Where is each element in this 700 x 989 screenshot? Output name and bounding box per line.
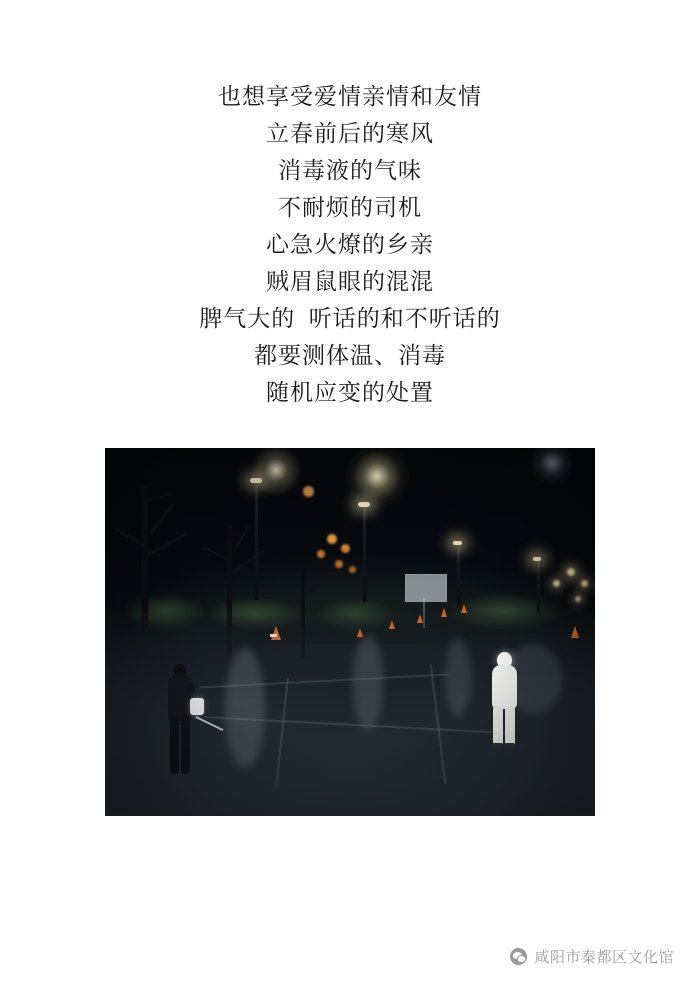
poem-line: 立春前后的寒风 bbox=[266, 121, 434, 146]
traffic-cone bbox=[417, 614, 423, 623]
poem-line: 都要测体温、消毒 bbox=[254, 343, 446, 368]
lit-tree-bokeh bbox=[349, 566, 356, 573]
lit-tree-bokeh bbox=[327, 534, 337, 544]
lamp-pole bbox=[457, 544, 460, 606]
overhead-sign-board bbox=[405, 574, 447, 602]
lamp-pole bbox=[255, 482, 258, 600]
traffic-cone bbox=[571, 626, 579, 638]
traffic-cone bbox=[389, 620, 395, 629]
lit-tree-bokeh bbox=[341, 544, 350, 553]
lit-tree-bokeh bbox=[303, 486, 314, 497]
worker-dark-jacket bbox=[160, 664, 200, 784]
decor-lamp-bokeh bbox=[567, 568, 575, 576]
hazmat-shoe bbox=[492, 743, 503, 748]
footer-watermark bbox=[510, 946, 674, 967]
lit-tree-bokeh bbox=[335, 560, 343, 568]
night-street-photo bbox=[105, 448, 595, 816]
photo-figure bbox=[105, 448, 595, 816]
hazmat-torso bbox=[492, 665, 517, 709]
sprayer-canister bbox=[190, 698, 204, 715]
decor-lamp-bokeh bbox=[553, 580, 560, 587]
lamp-pole bbox=[363, 506, 366, 602]
road-reflection bbox=[445, 638, 471, 716]
lamp-pole bbox=[537, 560, 540, 612]
hazmat-leg bbox=[505, 706, 515, 746]
road-reflection bbox=[225, 648, 265, 768]
traffic-cone bbox=[271, 626, 281, 640]
hazmat-shoe bbox=[504, 743, 515, 748]
road-reflection bbox=[353, 634, 383, 730]
poem-line: 也想享受爱情亲情和友情 bbox=[218, 84, 482, 109]
lamp-head-icon bbox=[358, 502, 370, 507]
worker-leg bbox=[170, 718, 179, 774]
poem-line: 随机应变的处置 bbox=[266, 380, 434, 405]
worker-leg bbox=[181, 718, 190, 774]
poem-line: 贼眉鼠眼的混混 bbox=[266, 269, 434, 294]
poem-block bbox=[0, 78, 700, 411]
decor-lamp-bokeh bbox=[581, 580, 588, 587]
decor-lamp-bokeh bbox=[575, 596, 581, 602]
lamp-head-icon bbox=[533, 557, 541, 561]
footer-label: 咸阳市秦都区文化馆 bbox=[534, 950, 674, 966]
traffic-cone bbox=[441, 608, 447, 617]
worker-hazmat-suit bbox=[487, 652, 521, 748]
traffic-cone bbox=[461, 604, 467, 613]
poem-line: 不耐烦的司机 bbox=[278, 195, 422, 220]
lamp-head-icon bbox=[250, 478, 262, 483]
lamp-head-icon bbox=[453, 541, 462, 545]
traffic-cone-band bbox=[270, 634, 277, 637]
traffic-cone bbox=[357, 628, 363, 637]
wechat-icon bbox=[510, 948, 527, 965]
poem-line: 消毒液的气味 bbox=[278, 158, 422, 183]
lit-tree-bokeh bbox=[317, 550, 325, 558]
hazmat-leg bbox=[493, 706, 503, 746]
poem-line: 心急火燎的乡亲 bbox=[266, 232, 434, 257]
poem-line: 脾气大的 听话的和不听话的 bbox=[199, 306, 501, 331]
